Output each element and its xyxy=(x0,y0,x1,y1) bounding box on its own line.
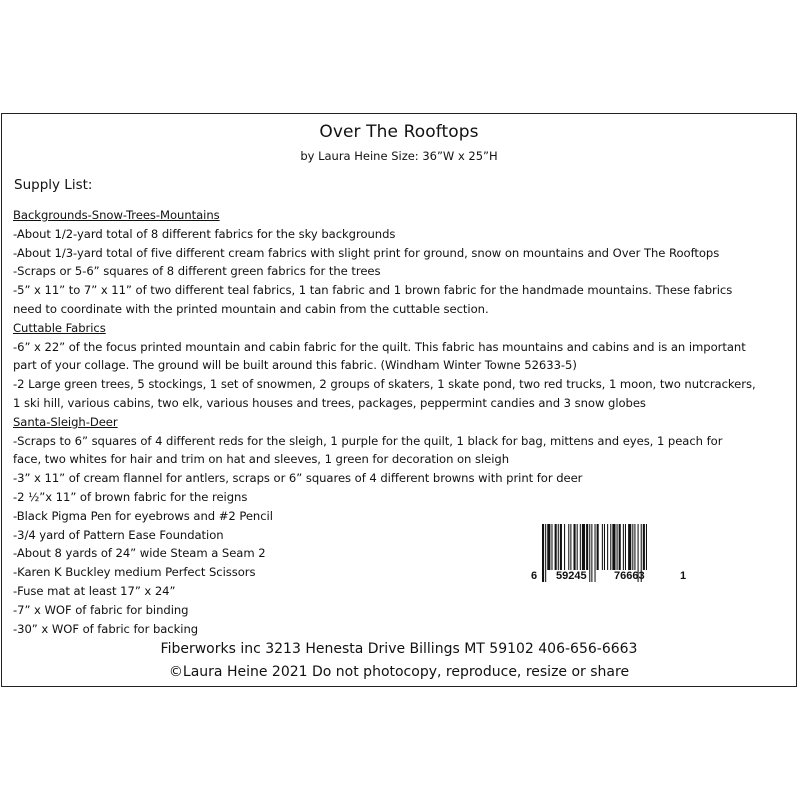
barcode-bar xyxy=(597,524,599,570)
publisher-info: Fiberworks inc 3213 Henesta Drive Billings MT 59102 406-656-6663 xyxy=(160,641,638,657)
barcode-bar xyxy=(625,524,626,570)
barcode-bar xyxy=(582,524,585,570)
supply-line: -2 Large green trees, 5 stockings, 1 set of snowmen, 2 groups of skaters, 1 skate pond, two red trucks, 1 moon, two nutcrackers, xyxy=(13,377,756,392)
barcode-bar xyxy=(619,524,621,570)
barcode-bar xyxy=(570,524,571,570)
barcode-bar xyxy=(634,524,635,570)
supply-line: -Fuse mat at least 17” x 24” xyxy=(13,583,176,598)
pattern-subtitle: by Laura Heine Size: 36”W x 25”H xyxy=(300,149,498,163)
supply-line: -Black Pigma Pen for eyebrows and #2 Pencil xyxy=(13,508,273,523)
barcode-bar xyxy=(564,524,565,570)
supply-line: -3/4 yard of Pattern Ease Foundation xyxy=(13,527,224,542)
pattern-card xyxy=(1,113,797,687)
barcode-bar xyxy=(551,524,552,570)
supply-line: -3” x 11” of cream flannel for antlers, scraps or 6” squares of 4 different browns with print for deer xyxy=(13,471,583,486)
supply-list-heading: Supply List: xyxy=(14,177,93,193)
supply-line: -6” x 22” of the focus printed mountain and cabin fabric for the quilt. This fabric has mountains and cabins and is an important xyxy=(13,339,746,354)
barcode-bars xyxy=(530,524,690,584)
supply-line: -30” x WOF of fabric for backing xyxy=(13,621,199,636)
barcode-bar xyxy=(612,524,615,570)
supply-line: -About 8 yards of 24” wide Steam a Seam 2 xyxy=(13,546,266,561)
barcode-bar xyxy=(602,524,603,570)
section-heading: Cuttable Fabrics xyxy=(13,320,106,335)
supply-line: -5” x 11” to 7” x 11” of two different teal fabrics, 1 tan fabric and 1 brown fabric for the handmade mountains. These fabrics xyxy=(13,283,733,298)
section-heading: Santa-Sleigh-Deer xyxy=(13,414,118,429)
barcode-bar xyxy=(623,524,624,570)
supply-line: -2 ½”x 11” of brown fabric for the reigns xyxy=(13,489,248,504)
supply-line: -Karen K Buckley medium Perfect Scissors xyxy=(13,565,256,580)
barcode-bar xyxy=(607,524,608,570)
supply-line: -7” x WOF of fabric for binding xyxy=(13,602,189,617)
barcode-check-digit: 1 xyxy=(680,570,687,582)
barcode-bar xyxy=(577,524,578,570)
barcode-lead-digit: 6 xyxy=(531,570,538,582)
barcode-group-right: 76663 xyxy=(614,570,645,582)
supply-line: face, two whites for hair and trim on hat and sleeves, 1 green for decoration on sleigh xyxy=(13,452,510,467)
supply-line: part of your collage. The ground will be built around this fabric. (Windham Winter Towne 52633-5) xyxy=(13,358,577,373)
supply-line: 1 ski hill, various cabins, two elk, various houses and trees, packages, peppermint candies and 3 snow globes xyxy=(13,395,646,410)
barcode-bar xyxy=(646,524,647,570)
supply-line: -About 1/3-yard total of five different cream fabrics with slight print for ground, snow on mountains and Over The Rooftops xyxy=(13,245,720,260)
barcode-bar xyxy=(604,524,605,570)
barcode-bar xyxy=(545,524,546,582)
barcode-bar xyxy=(628,524,631,570)
barcode-bar xyxy=(574,524,576,570)
supply-line: need to coordinate with the printed mountain and cabin from the cuttable section. xyxy=(13,301,489,316)
barcode-bar xyxy=(568,524,569,570)
supply-line: -Scraps or 5-6” squares of 8 different green fabrics for the trees xyxy=(13,264,381,279)
barcode-bar xyxy=(586,524,588,570)
barcode-bar xyxy=(542,524,544,582)
barcode-bar xyxy=(560,524,562,570)
barcode-group-left: 59245 xyxy=(556,570,587,582)
barcode-bar xyxy=(589,524,590,582)
supply-line: -About 1/2-yard total of 8 different fabrics for the sky backgrounds xyxy=(13,226,396,241)
barcode-bar xyxy=(610,524,611,570)
barcode-bar xyxy=(595,524,596,582)
barcode-bar xyxy=(591,524,592,582)
barcode-bar xyxy=(643,524,645,570)
barcode-bar xyxy=(580,524,581,570)
supply-line: -Scraps to 6” squares of 4 different reds for the sleigh, 1 purple for the quilt, 1 black for bag, mittens and eyes, 1 peach for xyxy=(13,433,723,448)
section-heading: Backgrounds-Snow-Trees-Mountains xyxy=(13,208,220,222)
upc-barcode xyxy=(530,524,690,598)
copyright-notice: ©Laura Heine 2021 Do not photocopy, reproduce, resize or share xyxy=(168,664,630,680)
barcode-bar xyxy=(558,524,559,570)
pattern-title: Over The Rooftops xyxy=(319,122,479,142)
barcode-bar xyxy=(632,524,633,570)
barcode-bar xyxy=(617,524,618,570)
barcode-bar xyxy=(547,524,550,570)
barcode-bar xyxy=(555,524,557,570)
